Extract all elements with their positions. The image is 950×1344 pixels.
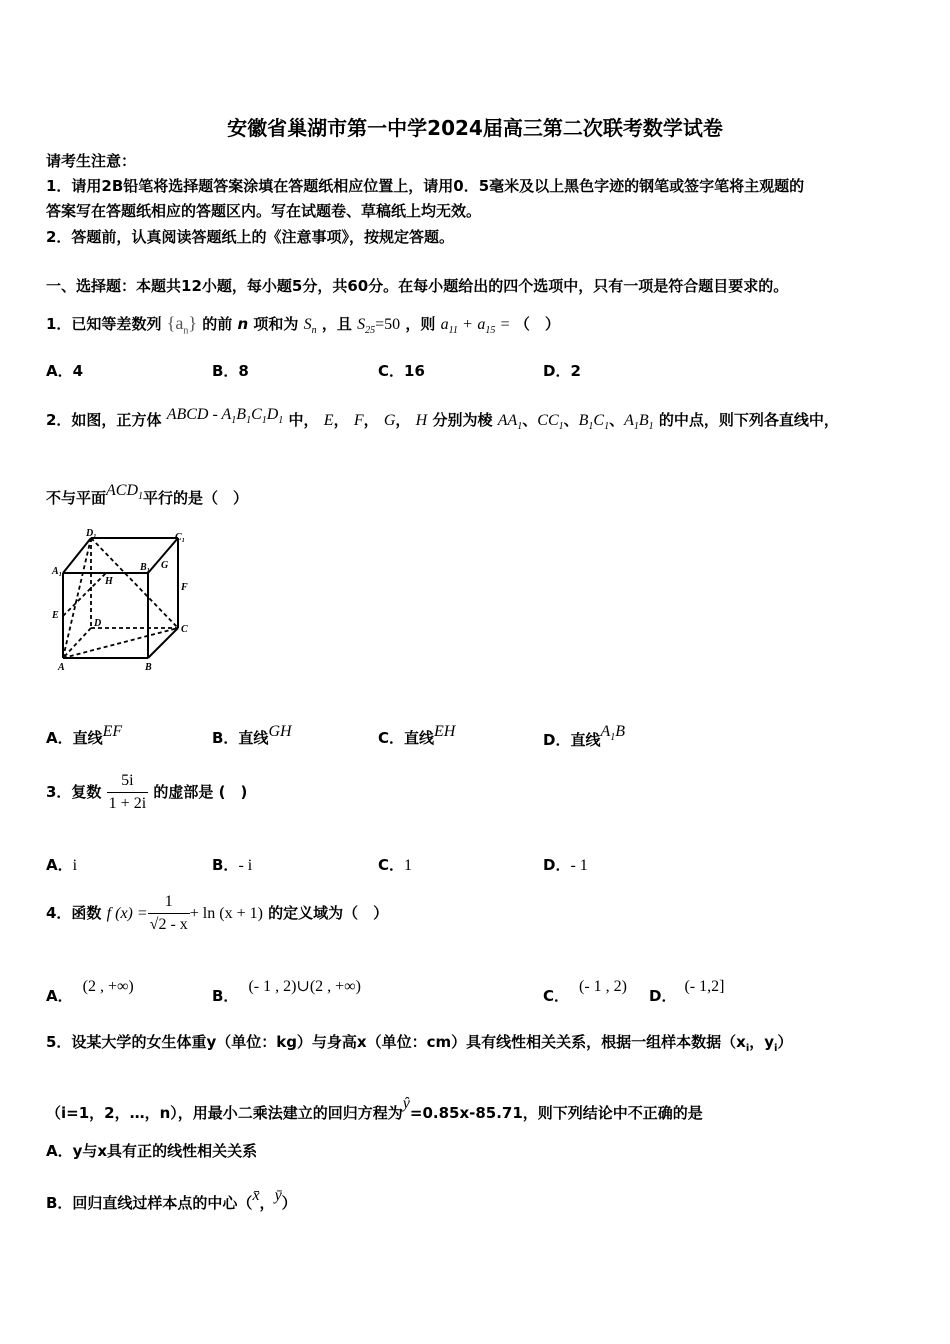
q2-sep-3: 、: [609, 411, 625, 429]
q2-option-d-b: B: [615, 723, 626, 740]
q2-sep-2: 、: [563, 411, 579, 429]
q5-option-a[interactable]: A．y与x具有正的线性相关关系: [46, 1142, 258, 1160]
q2-text-1: 2．如图，正方体: [46, 411, 162, 429]
q2-h: H: [415, 412, 428, 429]
q2-a1b1-s2: 1: [648, 421, 654, 433]
q4-option-d-value: (- 1,2]: [684, 978, 725, 995]
q3-option-c[interactable]: [378, 855, 412, 876]
q3-text-1: 3．复数: [46, 783, 102, 801]
label-g: G: [161, 560, 169, 571]
q4-option-a[interactable]: [46, 976, 134, 1006]
q2-f: F: [353, 412, 364, 429]
q5-sub-xi: i: [745, 1043, 750, 1054]
q2-comma-1: ，: [333, 411, 349, 429]
q3-option-a-label: A．: [46, 856, 73, 874]
q2-option-d-a: A: [600, 723, 611, 740]
q2-g: G: [383, 412, 396, 429]
q2-comma-3: ，: [395, 411, 411, 429]
q4-option-d[interactable]: [649, 976, 724, 1006]
q2-plane-s: 1: [138, 491, 144, 503]
notice-heading: 请考生注意：: [46, 152, 137, 170]
q1-sn-s: S: [303, 316, 312, 333]
q4-option-c-label: C．: [543, 987, 570, 1005]
q5-text-end: ）: [777, 1033, 793, 1051]
q3-fraction: [107, 770, 148, 815]
q1-a11: [440, 316, 458, 337]
q4-fx: f (x) =: [106, 905, 148, 922]
q2-option-d-math: [600, 723, 626, 744]
q1-text-6: （ ）: [514, 315, 560, 333]
q5-option-b-text: B．回归直线过样本点的中心（: [46, 1194, 253, 1212]
q1-text-5: ，则: [405, 315, 436, 333]
q2-cube-s4: 1: [278, 415, 284, 427]
q2-option-d[interactable]: [543, 722, 625, 750]
q1-a15-sub: 15: [485, 325, 496, 337]
q2-cube-a: ABCD - A: [166, 406, 232, 423]
question-1: [46, 313, 560, 342]
q3-denominator: 1 + 2i: [108, 795, 147, 812]
q5-xbar: x̄: [252, 1187, 260, 1204]
q2-comma-2: ，: [363, 411, 379, 429]
q2-b1c1-b: B: [578, 412, 589, 429]
q2-option-c[interactable]: [378, 722, 455, 748]
q5-option-b[interactable]: [46, 1186, 297, 1213]
q2-cube-d: D: [266, 406, 279, 423]
q2-aa1-s: 1: [517, 421, 523, 433]
q3-option-d[interactable]: [543, 855, 588, 876]
q2-a1b1: [624, 412, 654, 433]
q2-text-5: 不与平面: [46, 489, 107, 507]
q1-option-c[interactable]: C．16: [378, 362, 425, 380]
label-d1: D₁: [86, 528, 97, 539]
q5-ybar: ȳ: [274, 1187, 282, 1204]
q3-option-d-value: - 1: [570, 857, 588, 874]
q1-eq: =: [500, 316, 510, 333]
notice-line-2: 2．答题前，认真阅读答题纸上的《注意事项》，按规定答题。: [46, 228, 454, 246]
q1-option-b[interactable]: B．8: [212, 362, 249, 380]
q1-s25: [357, 316, 376, 337]
q1-text-2: 的前: [202, 315, 233, 333]
q2-option-b-label: B．直线: [212, 729, 269, 747]
q5-text-y: ，y: [749, 1033, 775, 1051]
q2-option-a[interactable]: [46, 722, 122, 748]
q2-b1c1-s1: 1: [588, 421, 594, 433]
question-5-line-2: [46, 1094, 703, 1123]
q2-cube-s2: 1: [246, 415, 252, 427]
q5-text-1: 5．设某大学的女生体重y（单位：kg）与身高x（单位：cm）具有线性相关关系，根据一组样本数据（x: [46, 1033, 746, 1051]
q3-text-2: 的虚部是 ( ): [153, 783, 248, 801]
q1-a11-sub: 11: [448, 325, 458, 337]
q3-option-d-label: D．: [543, 856, 571, 874]
q2-cc1-c: CC: [537, 412, 559, 429]
q5-text-3: =0.85x-85.71，则下列结论中不正确的是: [409, 1104, 703, 1122]
question-3: [46, 770, 247, 815]
q4-tail: + ln (x + 1): [189, 905, 263, 922]
q2-a1b1-a: A: [624, 412, 634, 429]
q3-numerator: 5i: [107, 770, 148, 793]
label-d: D: [94, 618, 102, 629]
question-2-line-1: [46, 405, 839, 437]
q2-aa1-a: AA: [497, 412, 518, 429]
q3-option-b-label: B．: [212, 856, 239, 874]
q5-option-b-comma: ，: [259, 1194, 275, 1212]
q2-text-3: 分别为棱: [432, 411, 493, 429]
section-heading: 一、选择题：本题共12小题，每小题5分，共60分。在每小题给出的四个选项中，只有一项是符合题目要求的。: [46, 277, 789, 295]
q4-option-b-label: B．: [212, 987, 239, 1005]
q2-option-a-math: EF: [102, 723, 123, 740]
q5-yhat: ŷ: [402, 1095, 410, 1112]
q3-option-c-value: 1: [404, 857, 413, 874]
q2-plane: [106, 482, 144, 503]
q3-option-b-value: - i: [238, 857, 253, 874]
notice-line-1b: 答案写在答题纸相应的答题区内。写在试题卷、草稿纸上均无效。: [46, 202, 482, 220]
label-f: F: [181, 582, 188, 593]
q1-seq-open: [166, 313, 197, 337]
question-5-line-1: [46, 1032, 792, 1059]
q1-sn-sub: n: [311, 325, 317, 337]
q2-b1c1: [578, 412, 610, 433]
q3-option-c-label: C．: [378, 856, 405, 874]
q5-option-b-end: ）: [281, 1194, 297, 1212]
q1-text-3: 项和为: [253, 315, 299, 333]
label-e: E: [52, 610, 59, 621]
q2-cube-s3: 1: [261, 415, 267, 427]
q1-text-4: ，且: [321, 315, 352, 333]
q4-option-c[interactable]: [543, 976, 627, 1006]
q2-option-c-label: C．直线: [378, 729, 435, 747]
q2-option-a-label: A．直线: [46, 729, 103, 747]
q2-cc1: [537, 412, 564, 433]
q1-seq-close: }: [188, 313, 197, 333]
q2-b1c1-c: C: [593, 412, 605, 429]
q2-option-c-math: EH: [434, 723, 456, 740]
q4-text-1: 4．函数: [46, 904, 102, 922]
q2-b1c1-s2: 1: [604, 421, 610, 433]
q2-a1b1-s1: 1: [633, 421, 639, 433]
q2-e: E: [323, 412, 334, 429]
q2-cube-b: B: [236, 406, 247, 423]
label-c1: C₁: [175, 532, 186, 543]
q2-cc1-s: 1: [558, 421, 564, 433]
q2-sep-1: 、: [522, 411, 538, 429]
q3-option-b[interactable]: [212, 855, 252, 876]
q1-plus: +: [463, 316, 473, 333]
q2-option-d-label: D．直线: [543, 731, 601, 749]
q1-s25-sub: 25: [365, 325, 376, 337]
q1-n: n: [237, 315, 249, 333]
label-c: C: [181, 624, 188, 635]
line-ac: [63, 628, 178, 658]
q2-option-b-math: GH: [268, 723, 292, 740]
q1-seq-a: {a: [166, 313, 184, 333]
label-b: B: [145, 662, 152, 673]
question-2-line-2: [46, 481, 248, 508]
q2-cube: [166, 406, 284, 427]
q2-text-2: 中，: [288, 411, 319, 429]
label-h: H: [105, 576, 113, 587]
q4-option-a-label: A．: [46, 987, 73, 1005]
q1-text-1: 1．已知等差数列: [46, 315, 162, 333]
q4-text-2: 的定义域为（ ）: [268, 904, 389, 922]
line-eh: [63, 573, 106, 616]
edge-bc: [148, 628, 178, 658]
q1-a11-a: a: [440, 316, 449, 333]
q1-s25-s: S: [357, 316, 366, 333]
q4-fraction: [148, 891, 190, 936]
q4-option-b[interactable]: [212, 976, 361, 1006]
label-a1: A₁: [52, 566, 63, 577]
q2-cube-c: C: [251, 406, 262, 423]
q2-cube-s1: 1: [231, 415, 237, 427]
q1-a15: [477, 316, 496, 337]
q1-option-a[interactable]: A．4: [46, 362, 84, 380]
cube-figure: [48, 528, 198, 678]
notice-line-1a: 1．请用2B铅笔将选择题答案涂填在答题纸相应位置上，请用0．5毫米及以上黑色字迹的钢笔或签字笔将主观题的: [46, 177, 805, 195]
q3-option-a-value: i: [72, 857, 78, 874]
q2-aa1: [497, 412, 523, 433]
q4-option-c-value: (- 1 , 2): [579, 978, 627, 995]
q4-option-d-label: D．: [649, 987, 677, 1005]
q4-numerator: 1: [148, 891, 190, 914]
question-4: [46, 891, 388, 936]
label-b1: B₁: [140, 562, 151, 573]
q4-denominator: √2 - x: [149, 916, 188, 933]
q2-plane-acd: ACD: [106, 482, 139, 499]
label-a: A: [58, 662, 65, 673]
q2-option-d-s: 1: [610, 732, 616, 744]
q1-seq-sub: n: [183, 325, 189, 337]
q1-eq50: =50: [375, 316, 401, 333]
q5-text-2: （i=1，2，…，n），用最小二乘法建立的回归方程为: [46, 1104, 403, 1122]
q2-a1b1-b: B: [638, 412, 649, 429]
q2-option-b[interactable]: [212, 722, 292, 748]
q4-option-b-value: (- 1 , 2)∪(2 , +∞): [248, 978, 361, 995]
q2-text-6: 平行的是（ ）: [143, 489, 249, 507]
q2-text-4: 的中点，则下列各直线中，: [658, 411, 839, 429]
q5-sub-yi: i: [774, 1043, 778, 1054]
q1-a15-a: a: [477, 316, 486, 333]
q1-sn: [303, 316, 317, 337]
q1-option-d[interactable]: D．2: [543, 362, 581, 380]
page-title: 安徽省巢湖市第一中学2024届高三第二次联考数学试卷: [227, 116, 723, 140]
q3-option-a[interactable]: [46, 855, 77, 876]
q4-option-a-value: (2 , +∞): [82, 978, 134, 995]
